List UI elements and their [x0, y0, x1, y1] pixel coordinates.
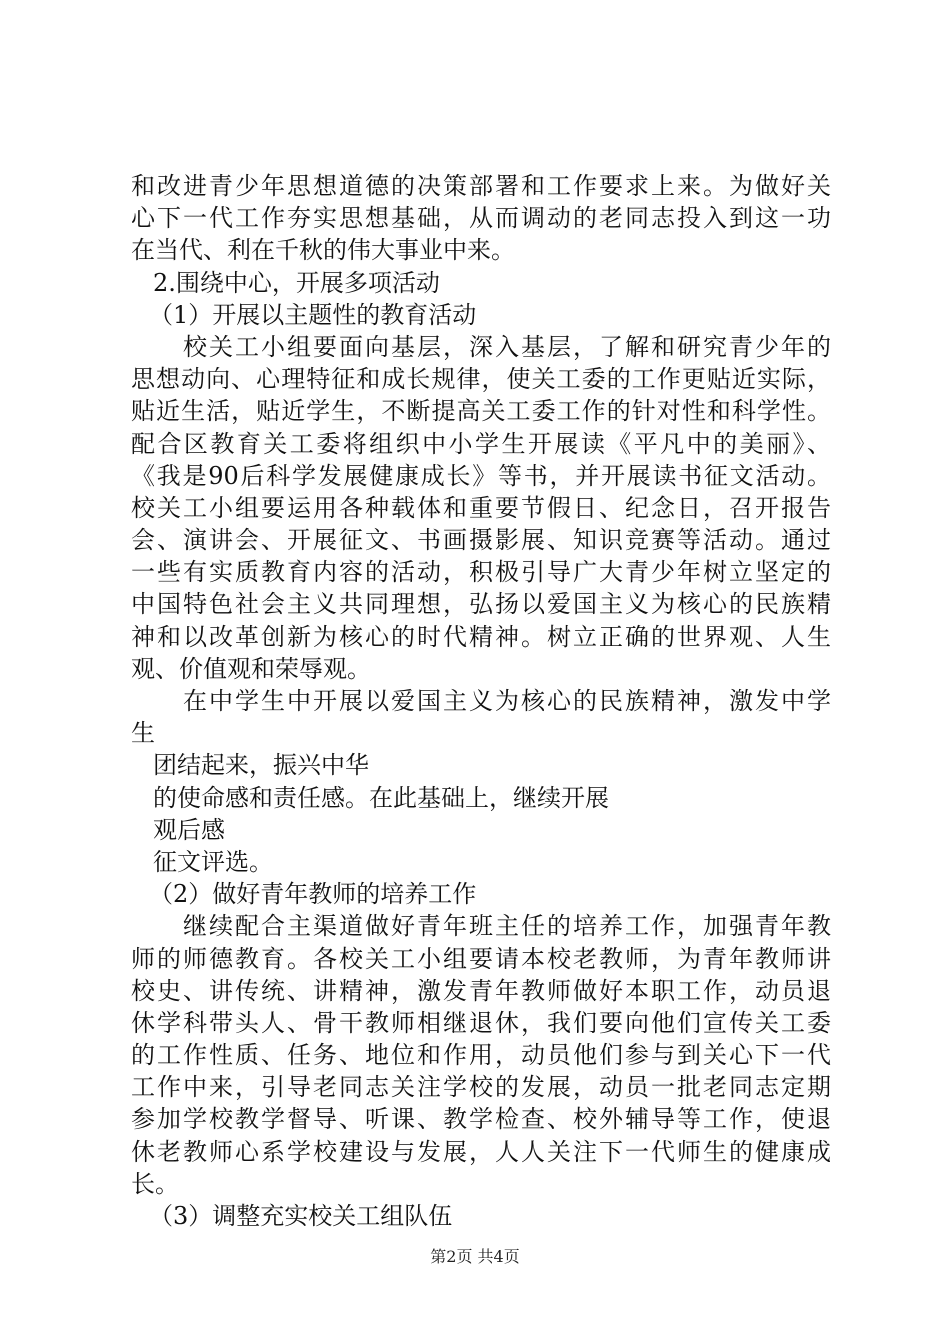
- text-line: 校史、讲传统、讲精神，激发青年教师做好本职工作，动员退: [131, 976, 831, 1005]
- text-line: 在中学生中开展以爱国主义为核心的民族精神，激发中学: [183, 687, 831, 715]
- text-line: 工作中来，引导老同志关注学校的发展，动员一批老同志定期: [131, 1073, 831, 1102]
- subsection-heading: （1）开展以主题性的教育活动: [149, 300, 477, 329]
- text-line: 继续配合主渠道做好青年班主任的培养工作，加强青年教: [183, 912, 831, 941]
- text-line: 配合区教育关工委将组织中小学生开展读《平凡中的美丽》、: [131, 429, 831, 458]
- text-line: 观、价值观和荣辱观。: [131, 654, 371, 683]
- subsection-heading: （3）调整充实校关工组队伍: [149, 1202, 453, 1230]
- text-line: 神和以改革创新为核心的时代精神。树立正确的世界观、人生: [131, 622, 831, 651]
- text-line: 贴近生活，贴近学生，不断提高关工委工作的针对性和科学性。: [131, 397, 831, 426]
- text-line: 休老教师心系学校建设与发展，人人关注下一代师生的健康成: [131, 1137, 831, 1166]
- text-line: 师的师德教育。各校关工小组要请本校老教师，为青年教师讲: [131, 944, 831, 973]
- subsection-heading: （2）做好青年教师的培养工作: [149, 880, 477, 909]
- text-line: 休学科带头人、骨干教师相继退休，我们要向他们宣传关工委: [131, 1008, 831, 1037]
- text-line: 参加学校教学督导、听课、教学检查、校外辅导等工作，使退: [131, 1105, 831, 1134]
- text-line: 的使命感和责任感。在此基础上，继续开展: [153, 783, 609, 812]
- text-line: 的工作性质、任务、地位和作用，动员他们参与到关心下一代: [131, 1041, 831, 1070]
- document-body: [131, 170, 831, 1232]
- text-line: 思想动向、心理特征和成长规律，使关工委的工作更贴近实际，: [131, 365, 831, 394]
- text-line: 心下一代工作夯实思想基础，从而调动的老同志投入到这一功: [131, 204, 831, 233]
- text-line: 生: [131, 719, 155, 748]
- text-line: 征文评选。: [153, 847, 273, 876]
- text-line: 观后感: [153, 815, 225, 844]
- text-line: 会、演讲会、开展征文、书画摄影展、知识竞赛等活动。通过: [131, 526, 831, 555]
- text-line: 一些有实质教育内容的活动，积极引导广大青少年树立坚定的: [131, 558, 831, 587]
- section-heading: 2.围绕中心，开展多项活动: [153, 268, 440, 297]
- text-line: 和改进青少年思想道德的决策部署和工作要求上来。为做好关: [131, 172, 831, 200]
- text-line: 校关工小组要运用各种载体和重要节假日、纪念日，召开报告: [131, 493, 831, 522]
- text-line: 团结起来，振兴中华: [153, 751, 369, 780]
- page-footer: 第2页 共4页: [430, 1247, 520, 1266]
- text-line: 长。: [131, 1169, 179, 1198]
- text-line: 中国特色社会主义共同理想，弘扬以爱国主义为核心的民族精: [131, 590, 831, 619]
- text-line: 在当代、利在千秋的伟大事业中来。: [131, 236, 515, 265]
- text-line: 校关工小组要面向基层，深入基层，了解和研究青少年的: [183, 332, 831, 361]
- text-line: 《我是90后科学发展健康成长》等书，并开展读书征文活动。: [131, 461, 831, 490]
